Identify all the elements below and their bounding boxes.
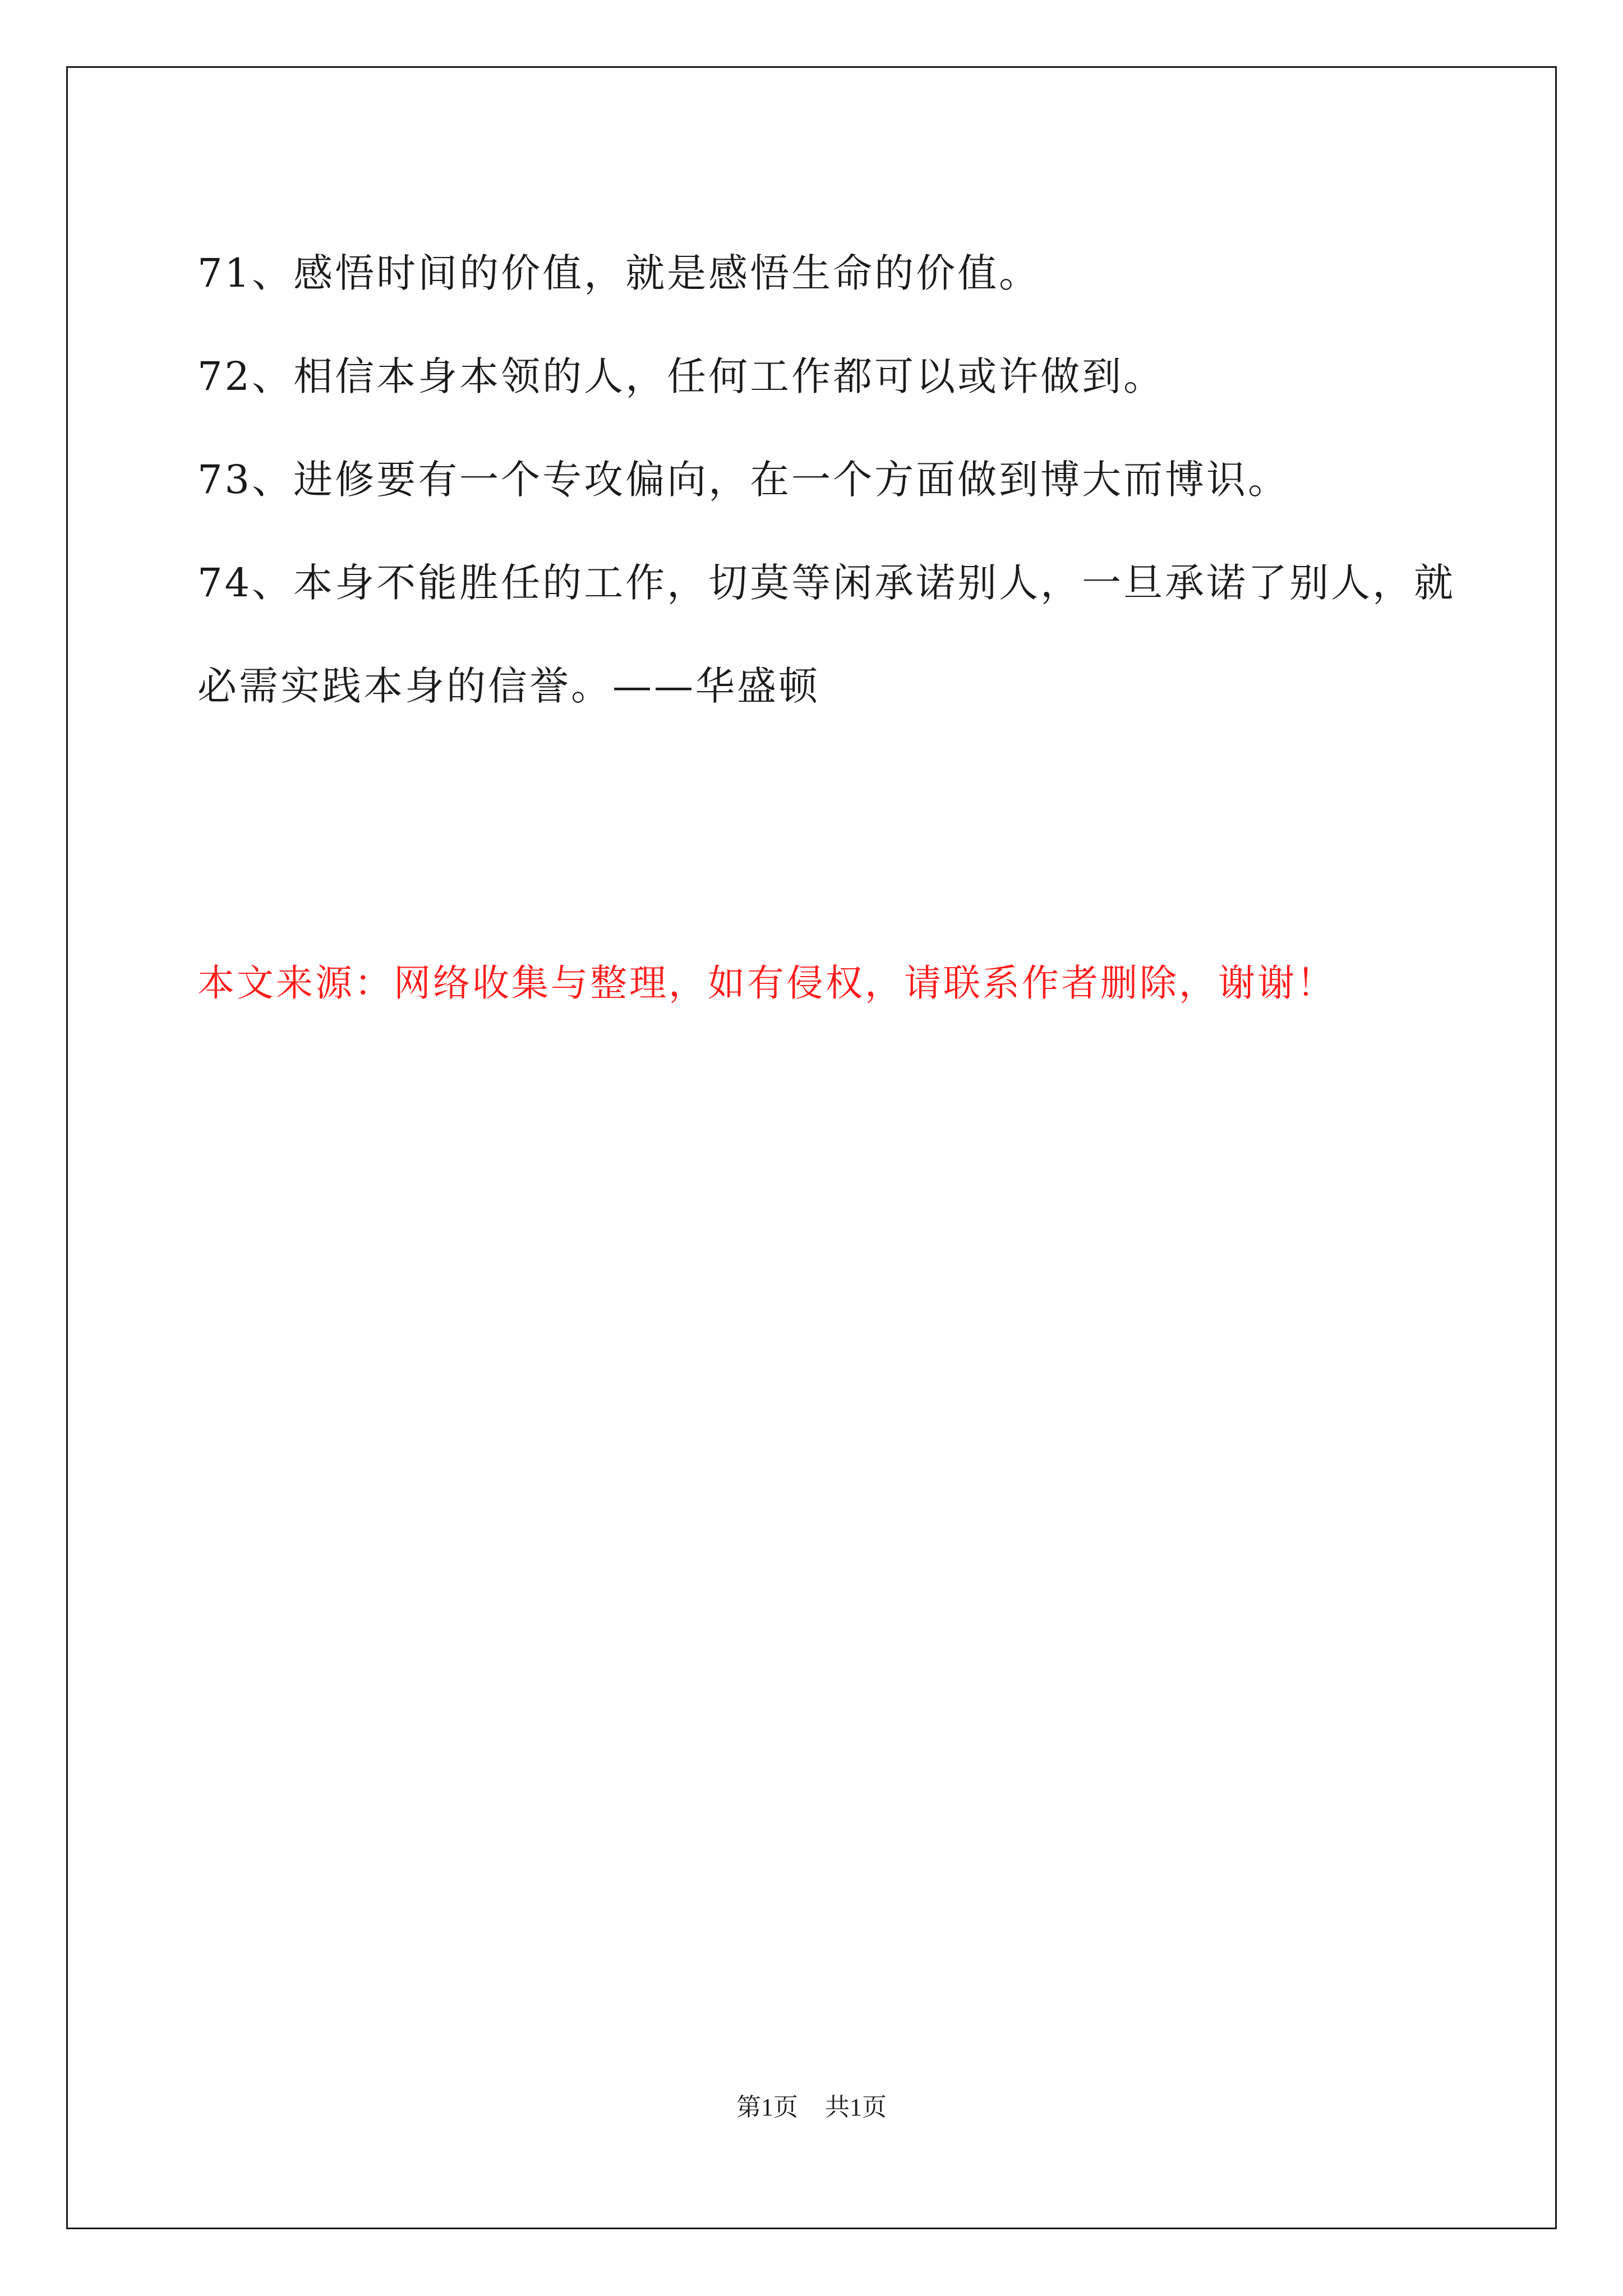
page-number-total: 共1页 (825, 2093, 887, 2121)
quote-74: 74、本身不能胜任的工作，切莫等闲承诺别人，一旦承诺了别人，就必需实践本身的信誉。——华盛顿 (197, 560, 1456, 709)
page-number-current: 第1页 (736, 2093, 798, 2121)
quote-72: 72、相信本身本领的人，任何工作都可以或许做到。 (197, 353, 1165, 399)
page-footer (0, 2087, 1623, 2123)
document-body (197, 222, 1470, 738)
source-disclaimer: 本文来源：网络收集与整理，如有侵权，请联系作者删除，谢谢！ (197, 961, 1336, 1005)
quote-71: 71、感悟时间的价值，就是感悟生命的价值。 (197, 250, 1041, 296)
quote-73: 73、进修要有一个专攻偏向，在一个方面做到博大而博识。 (197, 457, 1290, 503)
